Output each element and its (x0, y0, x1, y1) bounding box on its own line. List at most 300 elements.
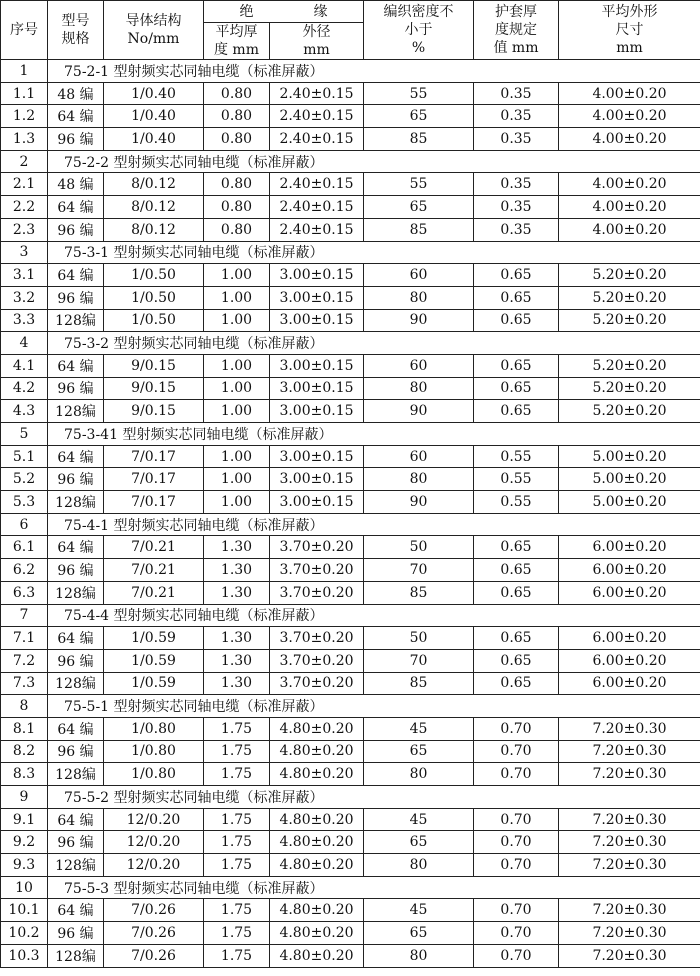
cell-braid-density: 50 (364, 627, 474, 650)
cell-insulation-diameter: 3.70±0.20 (270, 559, 364, 582)
cell-overall-size: 4.00±0.20 (559, 173, 700, 196)
cell-insulation-diameter: 2.40±0.15 (270, 105, 364, 128)
cell-insulation-diameter: 2.40±0.15 (270, 128, 364, 151)
cell-sheath-thickness: 0.70 (474, 717, 559, 740)
cell-overall-size: 7.20±0.30 (559, 944, 700, 967)
cell-conductor: 7/0.21 (104, 536, 204, 559)
table-row (1, 173, 700, 196)
cell-insulation-thickness: 1.75 (204, 899, 270, 922)
cell-spec: 96 编 (48, 468, 104, 491)
cell-overall-size: 5.00±0.20 (559, 468, 700, 491)
cell-sheath-thickness: 0.55 (474, 468, 559, 491)
cell-insulation-thickness: 1.30 (204, 536, 270, 559)
cell-seq: 7.3 (1, 672, 48, 695)
cell-insulation-diameter: 3.00±0.15 (270, 491, 364, 514)
cell-seq: 8.3 (1, 763, 48, 786)
cell-insulation-diameter: 3.00±0.15 (270, 286, 364, 309)
cell-sheath-thickness: 0.65 (474, 377, 559, 400)
cell-insulation-thickness: 1.00 (204, 445, 270, 468)
header-braid-density: 编织密度不 小于 % (364, 1, 474, 60)
cell-sheath-thickness: 0.35 (474, 105, 559, 128)
cell-insulation-diameter: 4.80±0.20 (270, 831, 364, 854)
cell-overall-size: 5.20±0.20 (559, 264, 700, 287)
group-row (1, 332, 700, 355)
cell-braid-density: 65 (364, 831, 474, 854)
cell-braid-density: 70 (364, 559, 474, 582)
cell-braid-density: 55 (364, 82, 474, 105)
cell-seq: 10.1 (1, 899, 48, 922)
cell-insulation-diameter: 3.70±0.20 (270, 649, 364, 672)
cell-sheath-thickness: 0.65 (474, 400, 559, 423)
cell-seq: 9.2 (1, 831, 48, 854)
cell-insulation-thickness: 1.00 (204, 468, 270, 491)
cell-seq: 1.3 (1, 128, 48, 151)
cell-insulation-thickness: 1.75 (204, 763, 270, 786)
table-row (1, 400, 700, 423)
group-row (1, 876, 700, 899)
cell-spec: 96 编 (48, 286, 104, 309)
cell-seq: 2.1 (1, 173, 48, 196)
cell-seq: 4.3 (1, 400, 48, 423)
cell-sheath-thickness: 0.65 (474, 649, 559, 672)
cell-insulation-diameter: 4.80±0.20 (270, 922, 364, 945)
group-number: 8 (1, 695, 48, 718)
cell-seq: 10.2 (1, 922, 48, 945)
cell-sheath-thickness: 0.65 (474, 286, 559, 309)
cell-conductor: 7/0.26 (104, 922, 204, 945)
cell-overall-size: 7.20±0.30 (559, 831, 700, 854)
cell-spec: 64 编 (48, 627, 104, 650)
cell-conductor: 12/0.20 (104, 831, 204, 854)
table-row (1, 82, 700, 105)
cell-sheath-thickness: 0.65 (474, 536, 559, 559)
table-row (1, 581, 700, 604)
group-number: 4 (1, 332, 48, 355)
cell-seq: 5.1 (1, 445, 48, 468)
cell-overall-size: 4.00±0.20 (559, 128, 700, 151)
cell-sheath-thickness: 0.55 (474, 445, 559, 468)
cell-overall-size: 7.20±0.30 (559, 899, 700, 922)
table-row (1, 264, 700, 287)
cell-braid-density: 90 (364, 309, 474, 332)
group-row (1, 60, 700, 83)
cell-seq: 4.1 (1, 354, 48, 377)
cell-insulation-diameter: 2.40±0.15 (270, 173, 364, 196)
table-row (1, 649, 700, 672)
cell-spec: 128编 (48, 400, 104, 423)
cell-spec: 64 编 (48, 264, 104, 287)
cell-conductor: 7/0.26 (104, 944, 204, 967)
cell-sheath-thickness: 0.70 (474, 831, 559, 854)
cell-sheath-thickness: 0.70 (474, 740, 559, 763)
cell-insulation-thickness: 1.75 (204, 944, 270, 967)
header-sheath-thickness: 护套厚 度规定 值 mm (474, 1, 559, 60)
cell-insulation-diameter: 3.70±0.20 (270, 627, 364, 650)
cell-seq: 7.2 (1, 649, 48, 672)
group-title: 75-3-1 型射频实芯同轴电缆（标准屏蔽） (48, 241, 700, 264)
cell-sheath-thickness: 0.35 (474, 196, 559, 219)
cell-insulation-thickness: 1.00 (204, 354, 270, 377)
group-row (1, 513, 700, 536)
cell-conductor: 1/0.59 (104, 627, 204, 650)
cell-insulation-thickness: 1.30 (204, 672, 270, 695)
table-row (1, 128, 700, 151)
table-row (1, 445, 700, 468)
group-row (1, 695, 700, 718)
table-row (1, 854, 700, 877)
cell-overall-size: 4.00±0.20 (559, 196, 700, 219)
group-row (1, 241, 700, 264)
table-row (1, 922, 700, 945)
cell-conductor: 1/0.59 (104, 649, 204, 672)
cell-conductor: 8/0.12 (104, 173, 204, 196)
header-model: 型号 规格 (48, 1, 104, 60)
cell-spec: 64 编 (48, 899, 104, 922)
group-number: 3 (1, 241, 48, 264)
group-row (1, 604, 700, 627)
cell-insulation-thickness: 0.80 (204, 105, 270, 128)
table-row (1, 740, 700, 763)
cell-braid-density: 80 (364, 286, 474, 309)
cell-conductor: 7/0.17 (104, 445, 204, 468)
cell-overall-size: 5.00±0.20 (559, 491, 700, 514)
group-title: 75-5-3 型射频实芯同轴电缆（标准屏蔽） (48, 876, 700, 899)
cell-spec: 64 编 (48, 536, 104, 559)
cell-conductor: 7/0.26 (104, 899, 204, 922)
cell-spec: 64 编 (48, 808, 104, 831)
group-title: 75-4-4 型射频实芯同轴电缆（标准屏蔽） (48, 604, 700, 627)
table-row (1, 286, 700, 309)
cell-spec: 64 编 (48, 105, 104, 128)
cell-insulation-thickness: 1.75 (204, 717, 270, 740)
table-header (1, 1, 700, 60)
cell-conductor: 8/0.12 (104, 196, 204, 219)
cell-sheath-thickness: 0.70 (474, 763, 559, 786)
table-row (1, 672, 700, 695)
group-number: 1 (1, 60, 48, 83)
cell-overall-size: 4.00±0.20 (559, 82, 700, 105)
header-insulation-thickness: 平均厚 度 mm (204, 23, 270, 60)
cell-conductor: 1/0.80 (104, 717, 204, 740)
cell-overall-size: 5.20±0.20 (559, 377, 700, 400)
cell-sheath-thickness: 0.55 (474, 491, 559, 514)
table-row (1, 899, 700, 922)
cell-braid-density: 85 (364, 581, 474, 604)
cell-spec: 64 编 (48, 717, 104, 740)
group-number: 10 (1, 876, 48, 899)
cell-insulation-thickness: 1.00 (204, 286, 270, 309)
cell-overall-size: 4.00±0.20 (559, 218, 700, 241)
cell-insulation-diameter: 3.00±0.15 (270, 264, 364, 287)
cell-braid-density: 65 (364, 196, 474, 219)
cell-seq: 3.3 (1, 309, 48, 332)
cell-insulation-thickness: 1.75 (204, 740, 270, 763)
cell-seq: 8.2 (1, 740, 48, 763)
cell-braid-density: 55 (364, 173, 474, 196)
table-row (1, 536, 700, 559)
cell-braid-density: 70 (364, 649, 474, 672)
table-row (1, 309, 700, 332)
cell-spec: 96 编 (48, 128, 104, 151)
cell-conductor: 1/0.40 (104, 82, 204, 105)
cell-spec: 128编 (48, 491, 104, 514)
cell-seq: 3.2 (1, 286, 48, 309)
cell-braid-density: 60 (364, 264, 474, 287)
cell-spec: 48 编 (48, 82, 104, 105)
cell-insulation-diameter: 3.70±0.20 (270, 581, 364, 604)
cell-insulation-thickness: 1.00 (204, 264, 270, 287)
cell-braid-density: 45 (364, 717, 474, 740)
cell-insulation-thickness: 1.00 (204, 400, 270, 423)
cell-insulation-thickness: 1.75 (204, 854, 270, 877)
cell-seq: 6.2 (1, 559, 48, 582)
cell-spec: 48 编 (48, 173, 104, 196)
cell-overall-size: 4.00±0.20 (559, 105, 700, 128)
group-number: 2 (1, 150, 48, 173)
table-row (1, 808, 700, 831)
cell-overall-size: 6.00±0.20 (559, 536, 700, 559)
cell-spec: 96 编 (48, 559, 104, 582)
table-row (1, 944, 700, 967)
cell-insulation-thickness: 0.80 (204, 173, 270, 196)
cell-seq: 7.1 (1, 627, 48, 650)
cell-overall-size: 7.20±0.30 (559, 740, 700, 763)
cell-insulation-diameter: 2.40±0.15 (270, 218, 364, 241)
cell-sheath-thickness: 0.35 (474, 218, 559, 241)
cell-insulation-diameter: 3.70±0.20 (270, 536, 364, 559)
table-row (1, 196, 700, 219)
cell-insulation-diameter: 3.70±0.20 (270, 672, 364, 695)
cell-braid-density: 60 (364, 354, 474, 377)
cell-overall-size: 7.20±0.30 (559, 763, 700, 786)
cell-conductor: 1/0.50 (104, 286, 204, 309)
cell-braid-density: 65 (364, 105, 474, 128)
cell-sheath-thickness: 0.35 (474, 128, 559, 151)
cell-sheath-thickness: 0.70 (474, 899, 559, 922)
cell-braid-density: 90 (364, 400, 474, 423)
cell-braid-density: 60 (364, 445, 474, 468)
group-number: 9 (1, 786, 48, 809)
cell-insulation-diameter: 4.80±0.20 (270, 717, 364, 740)
cell-braid-density: 80 (364, 377, 474, 400)
cell-conductor: 1/0.40 (104, 105, 204, 128)
cell-insulation-thickness: 0.80 (204, 128, 270, 151)
cell-spec: 64 编 (48, 445, 104, 468)
cell-braid-density: 80 (364, 944, 474, 967)
cell-sheath-thickness: 0.35 (474, 82, 559, 105)
cell-spec: 128编 (48, 672, 104, 695)
table-row (1, 627, 700, 650)
cell-insulation-diameter: 3.00±0.15 (270, 468, 364, 491)
cell-insulation-thickness: 1.30 (204, 559, 270, 582)
cell-conductor: 7/0.21 (104, 559, 204, 582)
cell-insulation-thickness: 1.30 (204, 581, 270, 604)
cell-conductor: 1/0.59 (104, 672, 204, 695)
cell-insulation-diameter: 4.80±0.20 (270, 763, 364, 786)
cell-braid-density: 45 (364, 808, 474, 831)
group-row (1, 786, 700, 809)
cell-braid-density: 85 (364, 128, 474, 151)
cell-seq: 9.3 (1, 854, 48, 877)
cell-insulation-diameter: 4.80±0.20 (270, 944, 364, 967)
cell-seq: 8.1 (1, 717, 48, 740)
cell-seq: 5.2 (1, 468, 48, 491)
table-row (1, 763, 700, 786)
cell-conductor: 12/0.20 (104, 808, 204, 831)
cell-sheath-thickness: 0.65 (474, 264, 559, 287)
cell-seq: 9.1 (1, 808, 48, 831)
table-row (1, 831, 700, 854)
cell-conductor: 8/0.12 (104, 218, 204, 241)
group-row (1, 150, 700, 173)
cell-seq: 2.2 (1, 196, 48, 219)
cell-seq: 4.2 (1, 377, 48, 400)
header-insulation: 绝 缘 (204, 1, 364, 23)
cell-overall-size: 7.20±0.30 (559, 717, 700, 740)
table-body (1, 60, 700, 968)
cell-sheath-thickness: 0.65 (474, 559, 559, 582)
cell-sheath-thickness: 0.70 (474, 808, 559, 831)
cell-spec: 128编 (48, 944, 104, 967)
group-title: 75-4-1 型射频实芯同轴电缆（标准屏蔽） (48, 513, 700, 536)
cell-spec: 128编 (48, 763, 104, 786)
header-conductor: 导体结构 No/mm (104, 1, 204, 60)
cell-conductor: 7/0.21 (104, 581, 204, 604)
cell-insulation-thickness: 0.80 (204, 196, 270, 219)
header-insulation-diameter: 外径 mm (270, 23, 364, 60)
cell-conductor: 1/0.80 (104, 740, 204, 763)
cell-overall-size: 5.00±0.20 (559, 445, 700, 468)
cell-braid-density: 80 (364, 763, 474, 786)
cell-conductor: 1/0.80 (104, 763, 204, 786)
table-row (1, 354, 700, 377)
cell-overall-size: 5.20±0.20 (559, 354, 700, 377)
cell-spec: 96 编 (48, 649, 104, 672)
cell-seq: 6.1 (1, 536, 48, 559)
cell-conductor: 1/0.50 (104, 264, 204, 287)
cell-overall-size: 6.00±0.20 (559, 559, 700, 582)
cell-seq: 3.1 (1, 264, 48, 287)
cell-insulation-diameter: 4.80±0.20 (270, 854, 364, 877)
cell-insulation-thickness: 1.75 (204, 922, 270, 945)
cell-insulation-diameter: 2.40±0.15 (270, 82, 364, 105)
table-row (1, 491, 700, 514)
cell-conductor: 12/0.20 (104, 854, 204, 877)
cell-sheath-thickness: 0.70 (474, 944, 559, 967)
cell-braid-density: 65 (364, 922, 474, 945)
cell-insulation-thickness: 1.00 (204, 491, 270, 514)
table-row (1, 105, 700, 128)
group-title: 75-5-2 型射频实芯同轴电缆（标准屏蔽） (48, 786, 700, 809)
cell-braid-density: 65 (364, 740, 474, 763)
cell-sheath-thickness: 0.70 (474, 922, 559, 945)
cell-conductor: 7/0.17 (104, 491, 204, 514)
group-title: 75-5-1 型射频实芯同轴电缆（标准屏蔽） (48, 695, 700, 718)
cell-overall-size: 6.00±0.20 (559, 672, 700, 695)
group-title: 75-3-41 型射频实芯同轴电缆（标准屏蔽） (48, 423, 700, 446)
cell-braid-density: 80 (364, 854, 474, 877)
cell-spec: 128编 (48, 854, 104, 877)
cell-seq: 6.3 (1, 581, 48, 604)
cell-insulation-thickness: 1.00 (204, 309, 270, 332)
cell-spec: 96 编 (48, 922, 104, 945)
cell-overall-size: 5.20±0.20 (559, 286, 700, 309)
header-seq: 序号 (1, 1, 48, 60)
table-row (1, 377, 700, 400)
cell-insulation-diameter: 3.00±0.15 (270, 445, 364, 468)
group-row (1, 423, 700, 446)
cell-braid-density: 80 (364, 468, 474, 491)
cell-braid-density: 50 (364, 536, 474, 559)
cell-spec: 96 编 (48, 377, 104, 400)
cell-seq: 1.1 (1, 82, 48, 105)
cell-braid-density: 45 (364, 899, 474, 922)
cell-insulation-diameter: 4.80±0.20 (270, 740, 364, 763)
cell-insulation-thickness: 1.30 (204, 649, 270, 672)
cell-braid-density: 85 (364, 218, 474, 241)
group-title: 75-3-2 型射频实芯同轴电缆（标准屏蔽） (48, 332, 700, 355)
cell-braid-density: 85 (364, 672, 474, 695)
cell-sheath-thickness: 0.65 (474, 581, 559, 604)
cell-spec: 64 编 (48, 196, 104, 219)
cell-insulation-thickness: 0.80 (204, 218, 270, 241)
cell-conductor: 9/0.15 (104, 400, 204, 423)
cell-conductor: 9/0.15 (104, 354, 204, 377)
cell-overall-size: 6.00±0.20 (559, 627, 700, 650)
cell-seq: 2.3 (1, 218, 48, 241)
header-overall-size: 平均外形 尺寸 mm (559, 1, 700, 60)
cell-insulation-diameter: 4.80±0.20 (270, 899, 364, 922)
cell-insulation-thickness: 1.00 (204, 377, 270, 400)
cell-insulation-diameter: 3.00±0.15 (270, 377, 364, 400)
group-number: 6 (1, 513, 48, 536)
cell-overall-size: 5.20±0.20 (559, 309, 700, 332)
cell-sheath-thickness: 0.65 (474, 309, 559, 332)
cell-insulation-diameter: 3.00±0.15 (270, 354, 364, 377)
cell-insulation-thickness: 1.75 (204, 831, 270, 854)
table-row (1, 717, 700, 740)
cell-insulation-diameter: 3.00±0.15 (270, 309, 364, 332)
table-row (1, 468, 700, 491)
cell-insulation-thickness: 1.75 (204, 808, 270, 831)
cell-spec: 128编 (48, 581, 104, 604)
table-row (1, 559, 700, 582)
cell-spec: 64 编 (48, 354, 104, 377)
cell-sheath-thickness: 0.70 (474, 854, 559, 877)
cell-sheath-thickness: 0.65 (474, 672, 559, 695)
cell-conductor: 7/0.17 (104, 468, 204, 491)
cell-insulation-diameter: 3.00±0.15 (270, 400, 364, 423)
cell-seq: 1.2 (1, 105, 48, 128)
group-title: 75-2-1 型射频实芯同轴电缆（标准屏蔽） (48, 60, 700, 83)
cell-insulation-thickness: 1.30 (204, 627, 270, 650)
cell-overall-size: 6.00±0.20 (559, 581, 700, 604)
cell-seq: 5.3 (1, 491, 48, 514)
cell-sheath-thickness: 0.35 (474, 173, 559, 196)
cell-spec: 128编 (48, 309, 104, 332)
cell-conductor: 9/0.15 (104, 377, 204, 400)
cell-sheath-thickness: 0.65 (474, 354, 559, 377)
cell-spec: 96 编 (48, 740, 104, 763)
cell-insulation-diameter: 4.80±0.20 (270, 808, 364, 831)
cell-overall-size: 6.00±0.20 (559, 649, 700, 672)
cell-sheath-thickness: 0.65 (474, 627, 559, 650)
cell-spec: 96 编 (48, 218, 104, 241)
cell-overall-size: 7.20±0.30 (559, 808, 700, 831)
cell-insulation-thickness: 0.80 (204, 82, 270, 105)
cell-spec: 96 编 (48, 831, 104, 854)
group-number: 5 (1, 423, 48, 446)
